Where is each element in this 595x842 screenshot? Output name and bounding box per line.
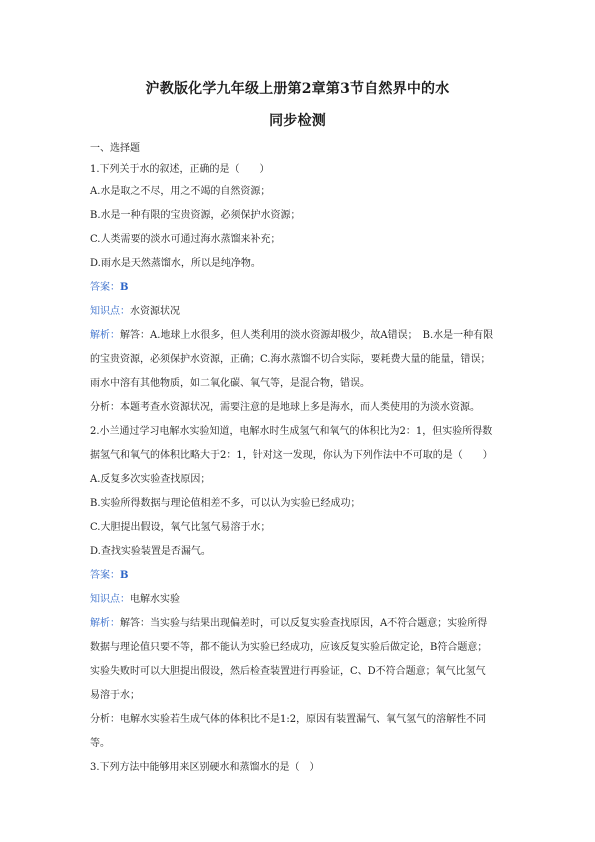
question-1-stem: 1.下列关于水的叙述，正确的是（ ）	[90, 164, 270, 175]
question-2-analysis-line	[90, 617, 510, 631]
question-2-summary: 分析：电解水实验若生成气体的体积比不是1:2，原因有装置漏气、氧气氢气的溶解性不同	[90, 714, 487, 725]
answer-value: B	[120, 282, 129, 293]
question-2-analysis-line: 易溶于水；	[90, 690, 140, 701]
knowledge-label: 知识点：	[90, 306, 130, 317]
section-heading: 一、选择题	[90, 143, 140, 154]
question-1-option-b: B.水是一种有限的宝贵资源，必须保护水资源；	[90, 210, 301, 221]
analysis-text: 解答：A.地球上水很多，但人类利用的淡水资源却极少，故A错误； B.水是一种有限	[120, 330, 494, 341]
question-2-option-c: C.大胆提出假设，氧气比氢气易溶于水；	[90, 522, 271, 533]
question-1-summary: 分析：本题考查水资源状况，需要注意的是地球上多是海水，而人类使用的为淡水资源。	[90, 402, 480, 413]
question-1-analysis-line: 的宝贵资源，必须保护水资源，正确；C.海水蒸馏不切合实际，要耗费大量的能量，错误；	[90, 354, 491, 365]
analysis-text: 解答：当实验与结果出现偏差时，可以反复实验查找原因，A不符合题意；实验所得	[120, 618, 488, 629]
knowledge-value: 水资源状况	[130, 306, 180, 317]
question-1-answer	[90, 281, 510, 295]
question-2-stem: 据氢气和氧气的体积比略大于2：1，针对这一发现，你认为下列作法中不可取的是（ ）	[90, 450, 493, 461]
analysis-label: 解析：	[90, 618, 120, 629]
document-subtitle: 同步检测	[269, 113, 326, 129]
question-2-analysis-line: 数据与理论值只要不等，都不能认为实验已经成功，应该反复实验后做定论，B符合题意；	[90, 642, 488, 653]
answer-value: B	[120, 570, 129, 581]
answer-label: 答案：	[90, 282, 120, 293]
question-2-option-d: D.查找实验装置是否漏气。	[90, 546, 211, 557]
knowledge-value: 电解水实验	[130, 594, 180, 605]
question-1-knowledge	[90, 305, 510, 319]
question-2-summary: 等。	[90, 738, 110, 749]
question-2-option-a: A.反复多次实验查找原因；	[90, 474, 211, 485]
question-2-stem: 2.小兰通过学习电解水实验知道，电解水时生成氢气和氧气的体积比为2：1，但实验所得数	[90, 426, 493, 437]
question-2-answer	[90, 569, 510, 583]
answer-label: 答案：	[90, 570, 120, 581]
question-2-analysis-line: 实验失败时可以大胆提出假设，然后检查装置进行再验证，C、D不符合题意；氧气比氢气	[90, 666, 486, 677]
question-3-stem: 3.下列方法中能够用来区别硬水和蒸馏水的是（ ）	[90, 762, 320, 773]
question-1-option-c: C.人类需要的淡水可通过海水蒸馏来补充；	[90, 234, 281, 245]
question-1-option-a: A.水是取之不尽，用之不竭的自然资源；	[90, 186, 271, 197]
question-2-knowledge	[90, 593, 510, 607]
analysis-label: 解析：	[90, 330, 120, 341]
document-title: 沪教版化学九年级上册第2章第3节自然界中的水	[145, 81, 450, 97]
question-1-analysis-line	[90, 329, 510, 343]
question-1-option-d: D.雨水是天然蒸馏水，所以是纯净物。	[90, 258, 261, 269]
knowledge-label: 知识点：	[90, 594, 130, 605]
question-1-analysis-line: 雨水中溶有其他物质，如二氧化碳、氧气等，是混合物，错误。	[90, 378, 370, 389]
question-2-option-b: B.实验所得数据与理论值相差不多，可以认为实验已经成功；	[90, 498, 361, 509]
